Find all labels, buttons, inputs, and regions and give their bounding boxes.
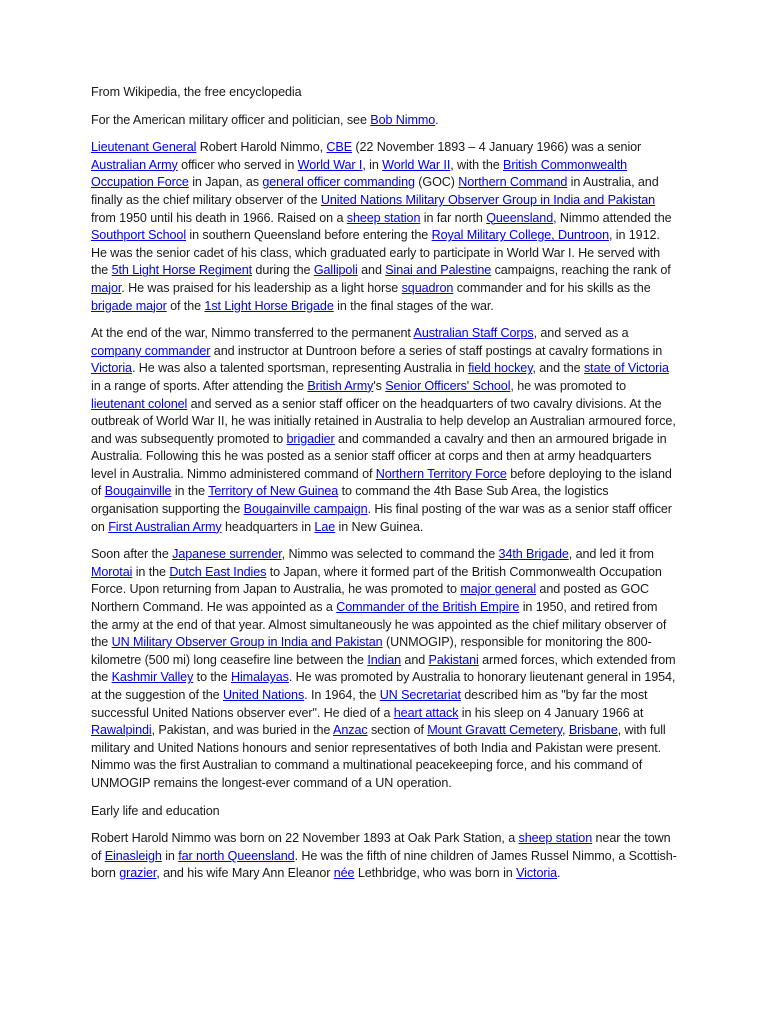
wiki-link[interactable]: Bougainville campaign	[243, 502, 368, 517]
wiki-link[interactable]: Lae	[314, 519, 336, 534]
body-text: officer who served in	[177, 157, 298, 172]
wiki-link[interactable]: state of Victoria	[583, 361, 669, 376]
body-text: , he was promoted to	[510, 378, 627, 393]
body-text: in southern Queensland before entering the	[186, 228, 432, 243]
body-text: Soon after the	[91, 547, 173, 562]
wiki-link[interactable]: First Australian Army	[108, 519, 222, 534]
paragraph	[91, 546, 677, 792]
wiki-link[interactable]: Himalayas	[230, 670, 289, 685]
body-text: in the final stages of the war.	[333, 298, 494, 313]
body-text: section of	[367, 723, 428, 738]
wiki-link[interactable]: Territory of New Guinea	[208, 484, 339, 499]
wiki-link[interactable]: major general	[460, 582, 537, 597]
wiki-link[interactable]: 1st Light Horse Brigade	[204, 298, 334, 313]
body-text: of the	[166, 298, 205, 313]
article-paragraphs	[91, 112, 677, 883]
wiki-link[interactable]: sheep station	[518, 831, 593, 846]
wiki-link[interactable]: Morotai	[91, 564, 133, 579]
body-text: , and served as a	[533, 326, 629, 341]
body-text: before deploying to the island of	[91, 466, 672, 499]
body-text: to the	[193, 670, 231, 685]
body-text: and commanded a cavalry and then an armoured brigade in Australia. Following this he was posted as a senior staff officer at corps and then at army headquarters level in Australia. Nimmo administered command of	[91, 431, 667, 481]
wiki-link[interactable]: Dutch East Indies	[169, 564, 267, 579]
body-text: , and his wife Mary Ann Eleanor	[156, 866, 334, 881]
wiki-link[interactable]: lieutenant colonel	[91, 396, 188, 411]
wiki-link[interactable]: brigadier	[286, 431, 335, 446]
wiki-link[interactable]: Royal Military College, Duntroon	[431, 228, 609, 243]
wiki-link[interactable]: Lieutenant General	[91, 140, 197, 155]
body-text: . He was also a talented sportsman, representing Australia in	[131, 361, 469, 376]
body-text: in New Guinea.	[335, 519, 424, 534]
body-text: For the American military officer and politician, see	[91, 112, 371, 127]
body-text: , and led it from	[568, 547, 654, 562]
body-text: in	[161, 848, 179, 863]
wiki-link[interactable]: CBE	[326, 140, 353, 155]
body-text: in far north	[420, 210, 487, 225]
body-text: headquarters in	[221, 519, 315, 534]
wiki-link[interactable]: Anzac	[333, 723, 368, 738]
wiki-link[interactable]: company commander	[91, 343, 211, 358]
article-body	[91, 84, 677, 893]
wiki-link[interactable]: United Nations	[222, 688, 305, 702]
wiki-link[interactable]: general officer commanding	[262, 175, 415, 190]
body-text: . He was promoted by Australia to honorary lieutenant general in 1954, at the suggestion of the	[91, 670, 676, 702]
body-text: At the end of the war, Nimmo transferred to the permanent	[91, 326, 414, 341]
body-text: during the	[252, 263, 314, 278]
wiki-link[interactable]: British Army	[307, 378, 374, 393]
body-text: and posted as GOC Northern Command. He was appointed as a	[91, 582, 650, 615]
body-text: and served as a senior staff officer on the headquarters of two cavalry divisions. At the outbreak of World War II, he was initially retained in Australia to help develop an Australian armoured force, and was subsequently promoted to	[91, 396, 676, 446]
wiki-link[interactable]: field hockey	[468, 361, 533, 376]
wiki-link[interactable]: Einasleigh	[104, 848, 162, 863]
body-text: armed forces, which extended from the	[91, 652, 676, 685]
wiki-link[interactable]: Senior Officers' School	[385, 378, 511, 393]
wiki-link[interactable]: heart attack	[393, 705, 459, 720]
paragraph	[91, 112, 677, 130]
wiki-link[interactable]: squadron	[401, 280, 454, 295]
body-text: near the town of	[91, 831, 671, 863]
body-text: (22 November 1893 – 4 January 1966) was a senior	[352, 140, 642, 155]
wiki-link[interactable]: 5th Light Horse Regiment	[111, 263, 253, 278]
body-text: Robert Harold Nimmo was born on 22 November 1893 at Oak Park Station, a	[91, 831, 519, 846]
body-text: .	[435, 112, 439, 127]
body-text: in the	[132, 564, 170, 579]
body-text: to Japan, where it formed part of the British Commonwealth Occupation Force. Upon returning from Japan to Australia, he was promoted to	[91, 564, 662, 597]
paragraph	[91, 325, 677, 536]
wiki-link[interactable]: Australian Army	[91, 157, 178, 172]
body-text: . He was praised for his leadership as a light horse	[121, 280, 402, 295]
body-text: , Nimmo attended the	[553, 210, 672, 225]
body-text: , with full military and United Nations honours and senior representatives of both India and Pakistan were present. Nimmo was the first Australian to command a multinational peacekeeping force, and his command of UNMOGIP remains the longest-ever command of a UN operation.	[91, 723, 666, 790]
body-text: Lethbridge, who was born in	[354, 866, 517, 881]
wiki-link[interactable]: Southport School	[91, 228, 187, 243]
body-text: . He was the fifth of nine children of James Russel Nimmo, a Scottish-born	[91, 848, 677, 881]
wiki-link[interactable]: Australian Staff Corps	[413, 326, 534, 341]
source-line: From Wikipedia, the free encyclopedia	[91, 85, 302, 99]
body-text: , Nimmo was selected to command the	[281, 547, 499, 562]
paragraph	[91, 139, 677, 315]
wiki-link[interactable]: Bob Nimmo	[370, 112, 436, 127]
wiki-link[interactable]: 34th Brigade	[498, 547, 569, 562]
wiki-link[interactable]: Brisbane	[568, 723, 618, 738]
wiki-link[interactable]: major	[91, 280, 122, 295]
wiki-link[interactable]: Victoria	[516, 866, 558, 881]
wiki-link[interactable]: far north Queensland	[178, 848, 295, 863]
section-heading	[91, 803, 677, 821]
body-text: .	[557, 866, 561, 881]
wiki-link[interactable]: grazier	[119, 866, 157, 881]
body-text: Early life and education	[91, 803, 220, 818]
wiki-link[interactable]: World War I	[297, 157, 363, 172]
body-text: campaigns, reaching the rank of	[491, 263, 671, 278]
body-text: in a range of sports. After attending the	[91, 378, 308, 393]
wiki-link[interactable]: Victoria	[91, 361, 132, 376]
body-text: 's	[373, 378, 386, 393]
wiki-link[interactable]: Indian	[367, 652, 402, 667]
body-text: , in	[362, 157, 383, 172]
body-text: (UNMOGIP), responsible for monitoring the 800-kilometre (500 mi) long ceasefire line between the	[91, 635, 652, 667]
wiki-link[interactable]: United Nations Military Observer Group in India and Pakistan	[320, 192, 656, 207]
body-text: and instructor at Duntroon before a series of staff postings at cavalry formations in	[210, 343, 663, 358]
body-text: to command the 4th Base Sub Area, the logistics organisation supporting the	[91, 484, 609, 517]
body-text: , Pakistan, and was buried in the	[151, 723, 334, 738]
body-text: in 1950, and retired from the army at the end of that year. Almost simultaneously he was appointed as the chief military observer of the	[91, 600, 667, 650]
body-text: ,	[562, 723, 569, 738]
body-text: commander and for his skills as the	[453, 280, 651, 295]
wiki-link[interactable]: Sinai and Palestine	[385, 263, 492, 278]
body-text: from 1950 until his death in 1966. Raised on a	[91, 210, 347, 225]
wiki-link[interactable]: Gallipoli	[313, 263, 358, 278]
body-text: , in 1912. He was the senior cadet of his class, which graduated early to participate in World War I. He served with the	[91, 228, 661, 278]
wiki-link[interactable]: UN Secretariat	[379, 688, 461, 702]
wiki-link[interactable]: Northern Command	[458, 175, 568, 190]
body-text: Robert Harold Nimmo,	[196, 140, 327, 155]
wiki-link[interactable]: World War II	[382, 157, 451, 172]
wiki-link[interactable]: Kashmir Valley	[111, 670, 194, 685]
wiki-link[interactable]: sheep station	[346, 210, 421, 225]
body-text: . In 1964, the	[304, 688, 380, 702]
wiki-link[interactable]: Mount Gravatt Cemetery	[427, 723, 563, 738]
wiki-link[interactable]: Queensland	[486, 210, 554, 225]
body-text: . His final posting of the war was as a senior staff officer on	[91, 502, 672, 534]
body-text: , and the	[532, 361, 584, 376]
wiki-link[interactable]: Northern Territory Force	[375, 466, 507, 481]
body-text: in the	[171, 484, 209, 499]
body-text: in Australia, and finally as the chief military observer of the	[91, 175, 659, 207]
body-text: described him as "by far the most successful United Nations observer ever". He died of a	[91, 688, 648, 720]
wiki-link[interactable]: Japanese surrender	[172, 547, 282, 562]
body-text: and	[401, 652, 429, 667]
wiki-link[interactable]: Pakistani	[428, 652, 479, 667]
wiki-link[interactable]: brigade major	[91, 298, 167, 313]
body-text: in his sleep on 4 January 1966 at	[458, 705, 644, 720]
wiki-link[interactable]: British Commonwealth Occupation Force	[91, 157, 628, 190]
wiki-link[interactable]: Commander of the British Empire	[336, 600, 520, 615]
wiki-link[interactable]: née	[333, 866, 355, 881]
body-text: and	[357, 263, 386, 278]
body-text: , with the	[450, 157, 504, 172]
wiki-link[interactable]: Bougainville	[104, 484, 172, 499]
paragraph	[91, 830, 677, 883]
body-text: in Japan, as	[188, 175, 263, 190]
body-text: (GOC)	[414, 175, 459, 190]
wiki-link[interactable]: Rawalpindi	[91, 723, 152, 738]
wiki-link[interactable]: UN Military Observer Group in India and Pakistan	[111, 635, 383, 650]
